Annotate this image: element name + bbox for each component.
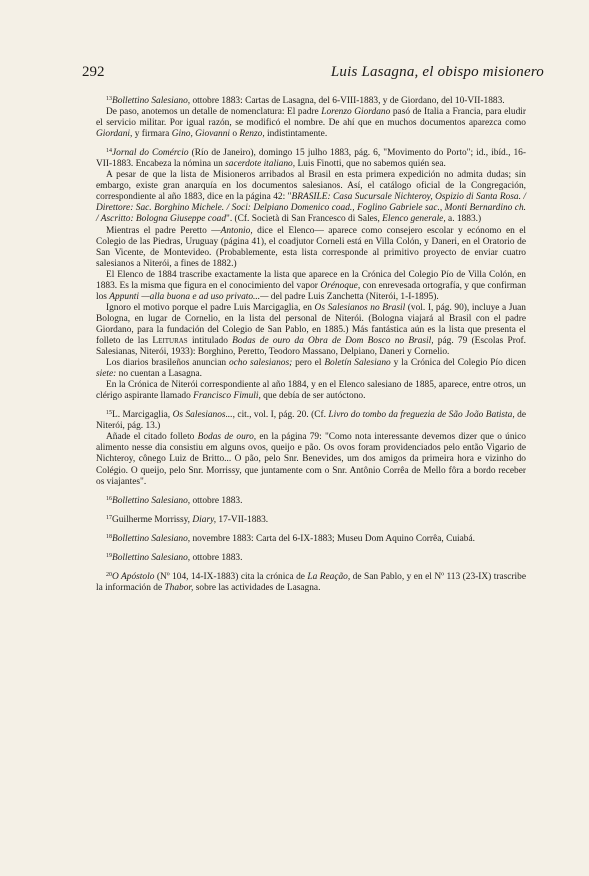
text-run: (Río de Janeiro), domingo 15 julho 1883, pág. 6, "Movimento do Porto"; id., ibíd., 16-VII-1883. Encabeza la nómina un xyxy=(96,148,526,170)
italic-run: Renzo, xyxy=(239,129,265,140)
text-run: novembre 1883: Carta del 6-IX-1883; Museu Dom Aquino Corrêa, Cuiabá. xyxy=(190,533,475,544)
running-title: Luis Lasagna, el obispo misionero xyxy=(330,64,544,80)
text-run: ottobre 1883. xyxy=(190,552,243,563)
footnote-text: ottobre 1883: Cartas de Lasagna, del 6-VIII-1883, y de Giordano, del 10-VII-1883. xyxy=(190,96,505,106)
italic-run: Appunti —alla buona e ad uso privato...— xyxy=(109,291,269,302)
italic-run: Giordani, xyxy=(96,129,133,140)
text-run: De paso, anotemos un detalle de nomenclatura: El padre xyxy=(106,107,322,118)
text-run: Luis Finotti, que no sabemos quién sea. xyxy=(295,159,446,170)
paragraph xyxy=(96,432,526,487)
footnote-marker: 17 xyxy=(106,514,112,521)
italic-run: Bollettino Salesiano, xyxy=(112,495,191,506)
text-run: en la página 79: "Como nota interessante devemos dizer que o único alimento nesse dia consistiu em alguns ovos, queijo e pão. Os ovos foram providenciados pelo então Vigario de Nichteroy, cônego Luiz de Britto... O pão, pelo Snr. Benevides, um dos amigos da primeira hora e vizinho do Colégio. O queijo, pelo Snr. Morrissy, que juntamente com o Snr. Antônio Corrêa de Mello fôra a bordo receber os viajantes". xyxy=(96,432,526,487)
footnote-marker: 18 xyxy=(106,533,112,540)
text-run: indistintamente. xyxy=(264,129,328,140)
footnote-20 xyxy=(96,572,526,594)
paragraph xyxy=(96,380,526,402)
italic-run: Os Salesianos..., xyxy=(172,410,235,421)
text-run: pasó de Italia a Francia, para eludir el servicio militar. Por igual razón, se modificó el nombre. De ahí que en muchos documentos aparezca como xyxy=(96,107,527,129)
text-run: de San Pablo, y en el Nº 113 (23-IX) trascribe la información de xyxy=(96,571,527,593)
text-run: de Niterói, pág. 13.) xyxy=(96,410,526,432)
text-run: sobre las actividades de Lasagna. xyxy=(193,582,321,593)
footnote-marker: 19 xyxy=(106,552,112,559)
text-run: a. 1883.) xyxy=(445,214,482,225)
footnote-marker: 16 xyxy=(106,495,112,502)
page-header xyxy=(82,64,544,86)
text-run: o xyxy=(230,129,240,140)
text-run: pero el xyxy=(292,358,325,369)
italic-run: Boletín Salesiano xyxy=(324,358,391,369)
text-run: y firmara xyxy=(132,129,172,140)
footnote-marker: 13 xyxy=(106,96,112,102)
italic-run: O Apóstolo xyxy=(112,571,155,582)
text-run: y la Crónica del Colegio Pío dicen xyxy=(390,358,526,369)
text-run: que debía de ser autóctono. xyxy=(260,391,366,402)
footnote-marker: 15 xyxy=(106,410,112,417)
italic-run: Gino, Giovanni xyxy=(171,129,231,140)
source-title: Jornal do Comércio xyxy=(112,148,189,159)
paragraph xyxy=(96,170,526,225)
italic-run: Bodas de ouro da Obra de Dom Bosco no Brasil, xyxy=(232,335,434,346)
paragraph xyxy=(96,226,526,270)
italic-run: La Reação, xyxy=(307,571,351,582)
footnote-17 xyxy=(96,515,526,526)
italic-run: Os Salesianos no Brasil xyxy=(314,302,406,313)
text-run: intitulado xyxy=(187,335,233,346)
text-run: con enrevesada ortografía, y que confirman los xyxy=(96,280,527,302)
footnote-14 xyxy=(96,148,526,170)
text-run: Añade el citado folleto xyxy=(106,432,198,443)
paragraph xyxy=(96,358,526,380)
text-run: (vol. I, pág. 90), incluye a Juan Bologna, en lugar de Cornelio, en la lista del personal de Niterói. (Bologna viajará al Brasil con el padre Giordano, para la fundación del Colegio de San Pablo, en 1885.) Más fantástica aún es la lista que presenta el folleto de las xyxy=(96,302,526,346)
page-number: 292 xyxy=(82,64,105,80)
footnote-marker: 20 xyxy=(106,571,112,578)
footnote-13 xyxy=(96,96,526,107)
text-run: dice el Elenco— aparece como consejero escolar y ecónomo en el Colegio de las Piedras, Uruguay (página 41), el coadjutor Corneli está en Villa Colón, y Daneri, en el Oratorio de San Vicente, de Montevideo. (Probablemente, esta lista corresponde al primitivo proyecto de enviar cuatro salesianos a Niterói, a fines de 1882.) xyxy=(96,225,527,269)
footnote-marker: 14 xyxy=(106,148,112,155)
text-run: cit., vol. I, pág. 20. (Cf. xyxy=(234,410,329,421)
smallcaps-run: Leituras xyxy=(152,335,188,346)
text-run: del padre Luis Zanchetta (Niterói, 1-I-1895). xyxy=(268,291,439,302)
text-run: ottobre 1883. xyxy=(190,495,243,506)
source-title: Bollettino Salesiano, xyxy=(112,96,191,106)
text-run: L. Marcigaglia, xyxy=(112,410,173,421)
italic-run: BRASILE: Casa Sucursale Nichteroy, Ospizio di Santa Rosa. / Direttore: Sac. Borghino Michele. / Soci: Delpiano Domenico coad., Foglino Gabriele sac., Monti Bernardino ch. / Ascritto: Bologna Giuseppe coad xyxy=(96,192,527,225)
text-run: Los diarios brasileños anuncian xyxy=(106,358,229,369)
text-run: A pesar de que la lista de Misioneros arribados al Brasil en esta primera expedición no admita dudas; sin embargo, existe gran anarquía en los documentos salesianos. Así, el catálogo oficial de la Congregación, correspondiente al año 1883, dice en la página 42: " xyxy=(96,170,526,203)
text-run: no cuentan a Lasagna. xyxy=(116,369,202,380)
italic-run: Thabor, xyxy=(164,582,194,593)
italic-run: Bollettino Salesiano, xyxy=(112,552,191,563)
footnote-16 xyxy=(96,496,526,507)
italic-run: Diary, xyxy=(192,514,217,525)
text-run: El Elenco de 1884 trascribe exactamente la lista que aparece en la Crónica del Colegio Pío de Villa Colón, en 1883. Es la misma que figura en el conocimiento del vapor xyxy=(96,269,526,291)
text-run: Guilherme Morrissy, xyxy=(112,514,193,525)
italic-run: Elenco generale, xyxy=(382,214,446,225)
text-run: 17-VII-1883. xyxy=(216,514,269,525)
text-run: (Nº 104, 14-IX-1883) cita la crónica de xyxy=(154,571,308,582)
footnotes-body xyxy=(96,96,526,594)
italic-run: Orénoque, xyxy=(320,280,361,291)
italic-run: siete: xyxy=(96,369,117,380)
text-run: En la Crónica de Niterói correspondiente al año 1884, y en el Elenco salesiano de 1885, aparece, entre otros, un clérigo aspirante llamado xyxy=(96,380,526,402)
text-run: pág. 79 (Escolas Prof. Salesianas, Niterói, 1933): Borghino, Peretto, Teodoro Massano, Delpiano, Daneri y Cornelio. xyxy=(96,335,526,358)
italic-run: Francisco Fimuli, xyxy=(193,391,261,402)
italic-run: Bodas de ouro, xyxy=(197,432,257,443)
text-run: ". (Cf. Società di San Francesco di Sales, xyxy=(226,214,383,225)
italic-run: Bollettino Salesiano, xyxy=(112,533,191,544)
paragraph xyxy=(96,107,526,140)
italic-run: Antonio, xyxy=(220,225,253,236)
paragraph xyxy=(96,270,526,303)
footnote-19 xyxy=(96,553,526,564)
footnote-15 xyxy=(96,410,526,432)
italic-run: Lorenzo Giordano xyxy=(321,107,391,118)
text-run: Ignoro el motivo porque el padre Luis Marcigaglia, en xyxy=(106,302,315,313)
italic-run: sacerdote italiano, xyxy=(225,159,296,170)
italic-run: ocho salesianos; xyxy=(228,358,293,369)
footnote-18 xyxy=(96,534,526,545)
italic-run: Livro do tombo da freguezia de São João Batista, xyxy=(328,410,515,421)
paragraph xyxy=(96,303,526,358)
text-run: Mientras el padre Peretto — xyxy=(106,225,221,236)
